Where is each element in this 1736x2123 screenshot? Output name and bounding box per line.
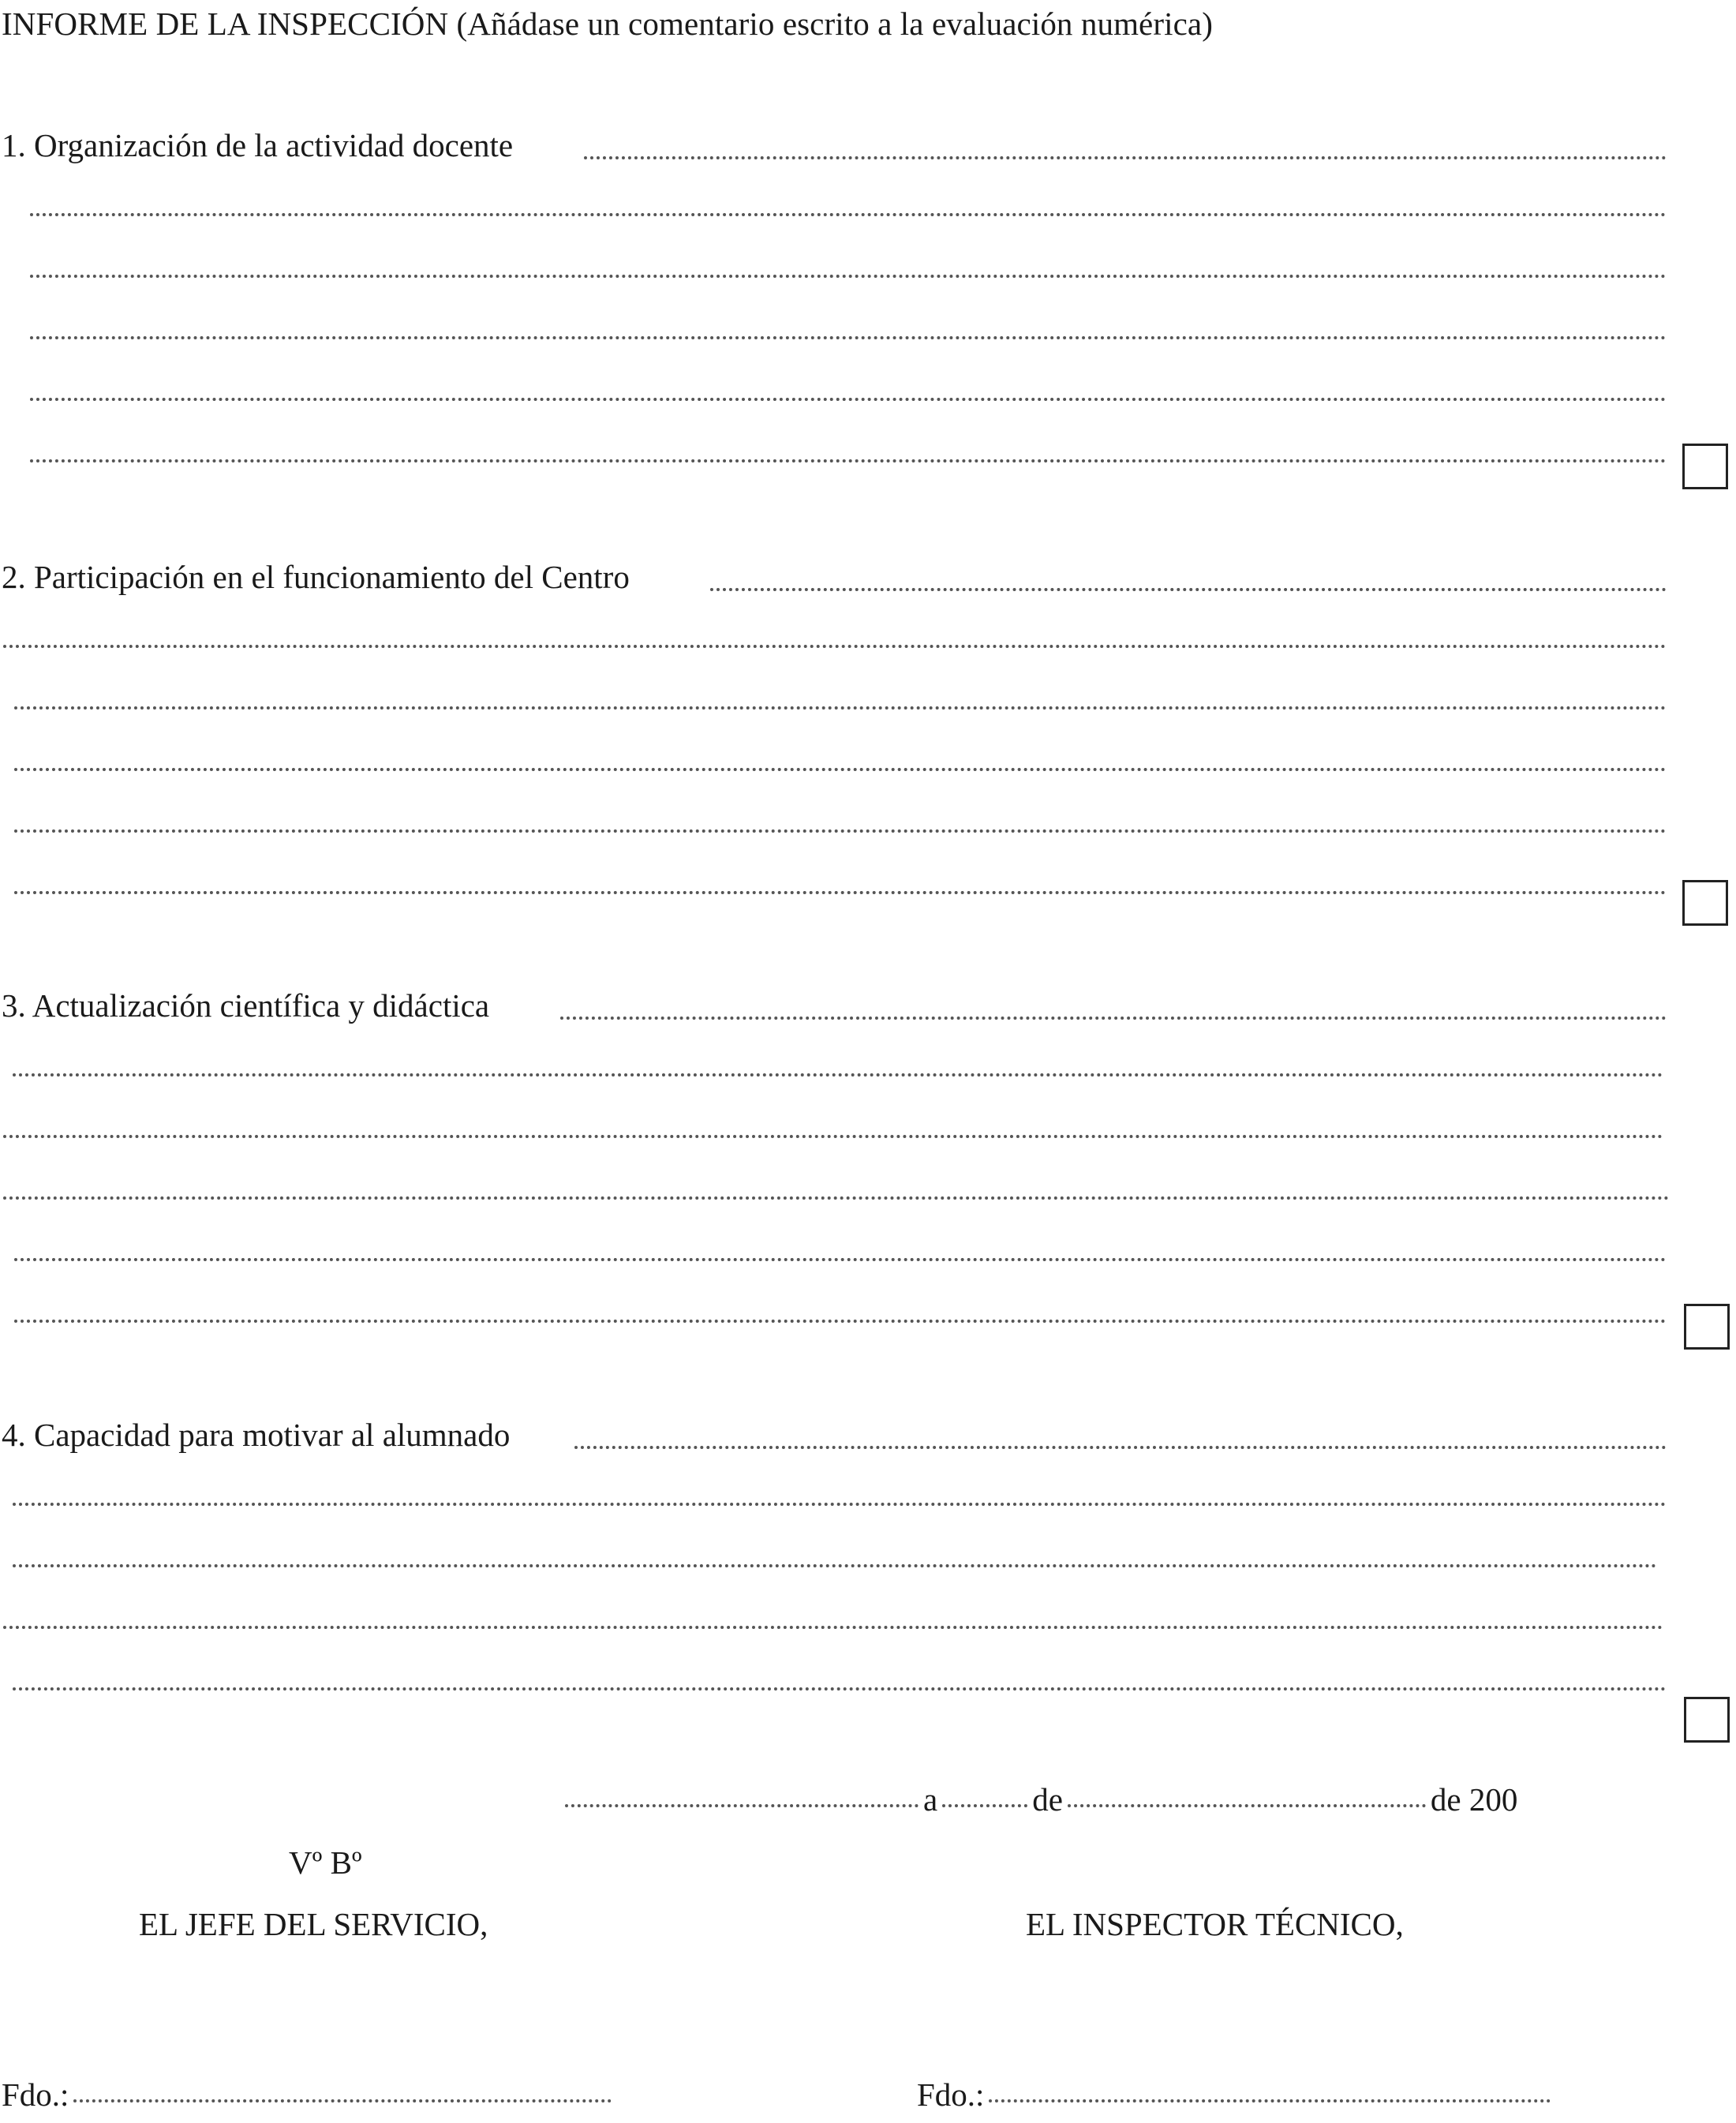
vobo-label: Vº Bº [289, 1844, 362, 1881]
comment-line-6[interactable] [14, 1320, 1667, 1323]
section-label: 1. Organización de la actividad docente [2, 125, 524, 166]
comment-line-1[interactable] [710, 588, 1667, 591]
fdo-label: Fdo.: [2, 2076, 69, 2113]
month-field[interactable] [1068, 1804, 1426, 1807]
comment-line-5[interactable] [30, 398, 1667, 401]
score-box[interactable] [1684, 1697, 1730, 1743]
score-box[interactable] [1682, 880, 1728, 926]
comment-line-1[interactable] [584, 156, 1667, 159]
comment-line-3[interactable] [3, 1135, 1663, 1138]
inspector-tecnico-label: EL INSPECTOR TÉCNICO, [1026, 1906, 1404, 1942]
right-signature-line [917, 2074, 1555, 2115]
comment-line-1[interactable] [574, 1446, 1667, 1449]
comment-line-2[interactable] [3, 645, 1667, 648]
comment-line-3[interactable] [30, 275, 1667, 278]
comment-line-6[interactable] [30, 459, 1667, 462]
right-signature-field[interactable] [989, 2099, 1551, 2102]
comment-line-4[interactable] [3, 1196, 1670, 1200]
comment-line-1[interactable] [560, 1017, 1667, 1020]
comment-line-6[interactable] [14, 891, 1667, 894]
date-line [565, 1779, 1517, 1820]
date-de-label: de [1032, 1781, 1063, 1818]
section-label: 2. Participación en el funcionamiento del Centro [2, 556, 641, 597]
date-a-label: a [923, 1781, 938, 1818]
comment-line-4[interactable] [14, 768, 1667, 771]
score-box[interactable] [1682, 444, 1728, 489]
comment-line-3[interactable] [13, 1564, 1657, 1567]
day-field[interactable] [942, 1804, 1027, 1807]
comment-line-2[interactable] [30, 213, 1667, 216]
comment-line-2[interactable] [13, 1073, 1663, 1076]
left-signature-line [2, 2074, 616, 2115]
comment-line-4[interactable] [30, 336, 1667, 339]
fdo-label: Fdo.: [917, 2076, 985, 2113]
comment-line-2[interactable] [13, 1503, 1667, 1506]
comment-line-5[interactable] [14, 829, 1667, 833]
date-year-label: de 200 [1430, 1781, 1518, 1818]
jefe-servicio-label: EL JEFE DEL SERVICIO, [139, 1906, 488, 1942]
left-signature-field[interactable] [73, 2099, 612, 2102]
section-label: 4. Capacidad para motivar al alumnado [2, 1414, 521, 1455]
section-label: 3. Actualización científica y didáctica [2, 985, 500, 1026]
report-title: INFORME DE LA INSPECCIÓN (Añádase un comentario escrito a la evaluación numérica) [2, 6, 1213, 42]
score-box[interactable] [1684, 1304, 1730, 1350]
comment-line-4[interactable] [3, 1626, 1663, 1629]
place-field[interactable] [565, 1804, 919, 1807]
comment-line-5[interactable] [13, 1687, 1667, 1691]
comment-line-3[interactable] [14, 706, 1667, 710]
comment-line-5[interactable] [14, 1258, 1667, 1261]
